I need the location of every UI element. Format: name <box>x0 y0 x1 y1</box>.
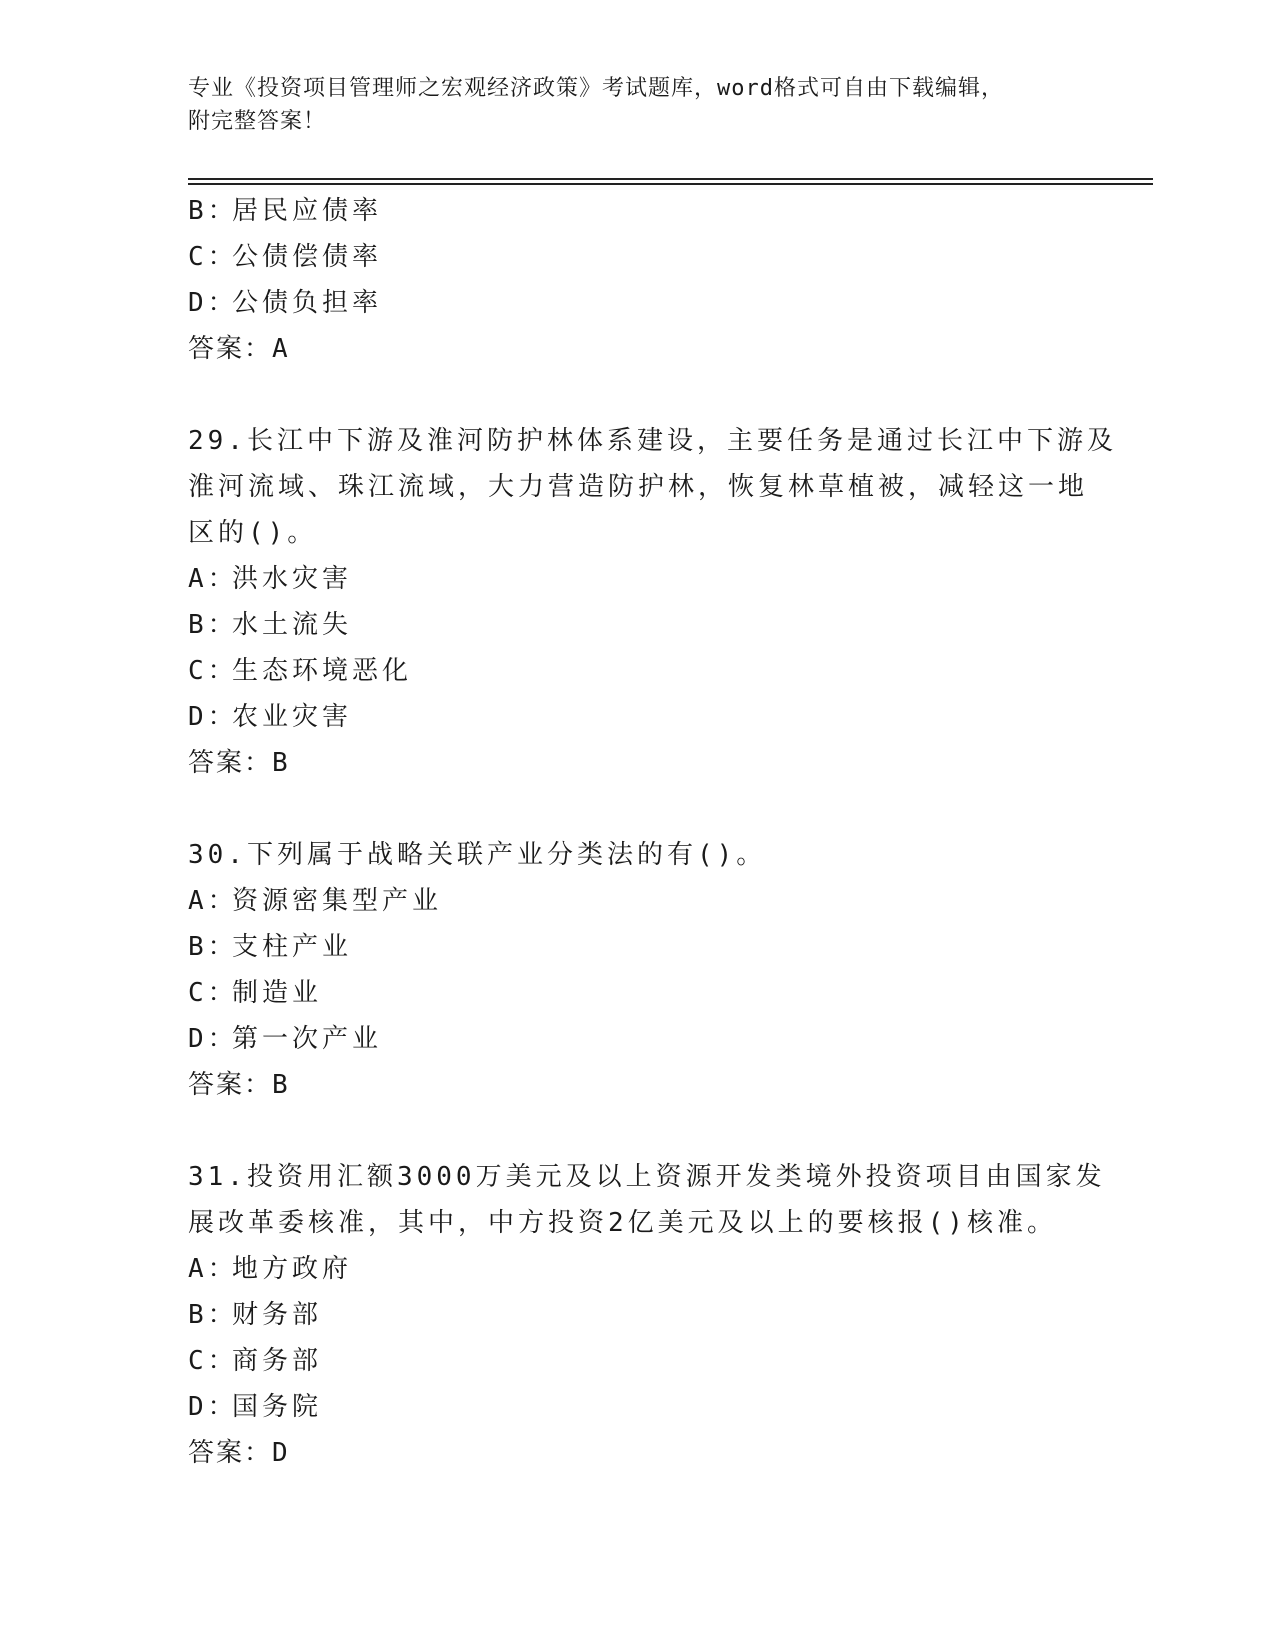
question-line: 淮河流域、珠江流域，大力营造防护林，恢复林草植被，减轻这一地 <box>188 472 1089 502</box>
option-text: 资源密集型产业 <box>232 886 443 916</box>
option-key: A： <box>188 1254 238 1284</box>
option-key: D： <box>188 702 238 732</box>
option-key: C： <box>188 656 238 686</box>
question-line: 30.下列属于战略关联产业分类法的有()。 <box>188 840 767 870</box>
option-a <box>188 556 1108 602</box>
option-text: 公债偿债率 <box>232 242 383 272</box>
option-text: 商务部 <box>232 1346 323 1376</box>
question-line: 29.长江中下游及淮河防护林体系建设，主要任务是通过长江中下游及 <box>188 426 1117 456</box>
option-text: 财务部 <box>232 1300 323 1330</box>
option-c <box>188 970 1108 1016</box>
option-text: 水土流失 <box>232 610 353 640</box>
question-block-29 <box>188 418 1117 786</box>
spacer <box>188 372 1108 418</box>
option-text: 洪水灾害 <box>232 564 353 594</box>
option-d <box>188 1384 1108 1430</box>
header-divider-top <box>188 178 1153 180</box>
document-header <box>188 72 1108 138</box>
option-key: C： <box>188 242 238 272</box>
option-c <box>188 234 1108 280</box>
spacer <box>188 1108 1108 1154</box>
option-key: B： <box>188 196 238 226</box>
header-line-2: 附完整答案！ <box>188 109 327 134</box>
question-list <box>188 188 1117 1476</box>
option-key: B： <box>188 610 238 640</box>
option-text: 地方政府 <box>232 1254 353 1284</box>
option-key: D： <box>188 1024 238 1054</box>
option-text: 制造业 <box>232 978 323 1008</box>
option-text: 生态环境恶化 <box>232 656 413 686</box>
option-key: A： <box>188 886 238 916</box>
option-a <box>188 878 1108 924</box>
option-d <box>188 280 1108 326</box>
option-b <box>188 188 1108 234</box>
option-a <box>188 1246 1108 1292</box>
question-line: 区的()。 <box>188 518 318 548</box>
option-text: 居民应债率 <box>232 196 383 226</box>
question-text <box>188 418 1117 556</box>
option-b <box>188 1292 1108 1338</box>
answer-line: 答案：B <box>188 1070 290 1100</box>
question-line: 展改革委核准，其中，中方投资2亿美元及以上的要核报()核准。 <box>188 1208 1057 1238</box>
option-key: D： <box>188 288 238 318</box>
option-text: 国务院 <box>232 1392 323 1422</box>
option-key: B： <box>188 932 238 962</box>
option-key: C： <box>188 978 238 1008</box>
option-key: D： <box>188 1392 238 1422</box>
header-divider-bottom <box>188 183 1153 185</box>
answer-line: 答案：A <box>188 334 290 364</box>
header-line-1: 专业《投资项目管理师之宏观经济政策》考试题库，word格式可自由下载编辑， <box>188 76 1004 101</box>
question-block-31 <box>188 1154 1108 1476</box>
option-text: 公债负担率 <box>232 288 383 318</box>
question-line: 31.投资用汇额3000万美元及以上资源开发类境外投资项目由国家发 <box>188 1162 1106 1192</box>
spacer <box>188 786 1108 832</box>
question-text <box>188 1154 1108 1246</box>
option-d <box>188 694 1108 740</box>
option-key: B： <box>188 1300 238 1330</box>
option-text: 第一次产业 <box>232 1024 383 1054</box>
option-b <box>188 924 1108 970</box>
answer-line: 答案：D <box>188 1438 290 1468</box>
question-block-30 <box>188 832 1108 1108</box>
option-text: 支柱产业 <box>232 932 353 962</box>
question-text <box>188 832 1108 878</box>
option-d <box>188 1016 1108 1062</box>
answer-line: 答案：B <box>188 748 290 778</box>
option-key: C： <box>188 1346 238 1376</box>
option-b <box>188 602 1108 648</box>
option-key: A： <box>188 564 238 594</box>
option-c <box>188 1338 1108 1384</box>
option-text: 农业灾害 <box>232 702 353 732</box>
question-block-prev <box>188 188 1108 372</box>
option-c <box>188 648 1108 694</box>
